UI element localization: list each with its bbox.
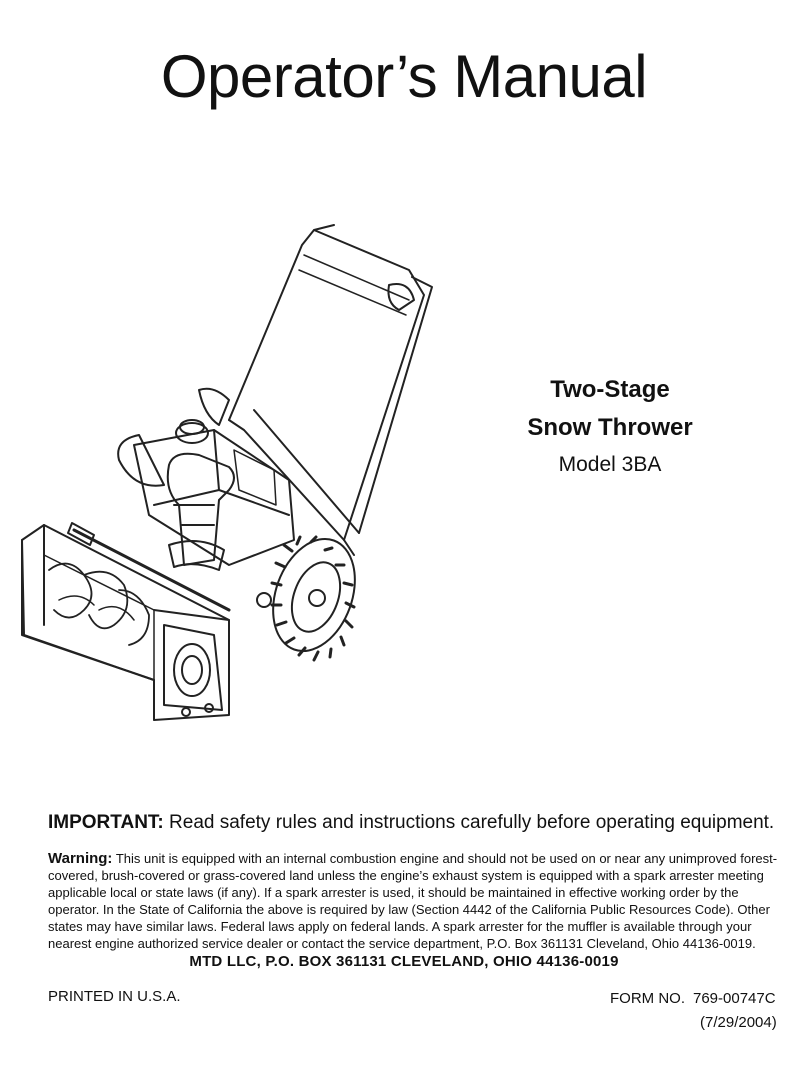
warning-notice [48,850,788,952]
form-number-value: 769-00747C [693,990,776,1007]
form-date: (7/29/2004) [700,1014,777,1031]
warning-text: This unit is equipped with an internal combustion engine and should not be used on or near any unimproved forest-covered, brush-covered or grass-covered land unless the engine’s exhaust system is equipped with a spark arrester meeting applicable local or state laws (if any). If a spark arrester is used, it should be maintained in effective working order by the operator. In the State of California the above is required by law (Section 4442 of the California Public Resources Code). Other states may have similar laws. Federal laws apply on federal lands. A spark arrester for the muffler is available through your nearest engine authorized service dealer or contact the service department, P.O. Box 361131 Cleveland, Ohio 44136-0019. [48,851,778,951]
warning-label: Warning: [48,850,113,867]
printed-in: PRINTED IN U.S.A. [48,988,181,1005]
snow-thrower-illustration [14,215,454,735]
handle-frame [229,225,432,540]
auger [49,564,149,645]
auger-housing [22,525,229,720]
important-notice [48,812,788,834]
product-block [480,372,740,482]
page-title: Operator’s Manual [160,43,648,110]
form-number [610,990,776,1007]
form-label: FORM NO. [610,990,685,1007]
model-number: Model 3BA [558,453,662,476]
control-lever [199,389,229,425]
important-text: Read safety rules and instructions carefully before operating equipment. [169,812,775,833]
important-label: IMPORTANT: [48,812,164,833]
company-address: MTD LLC, P.O. BOX 361131 CLEVELAND, OHIO 44136-0019 [189,953,619,970]
product-type-line2: Snow Thrower [527,414,693,441]
product-type-line1: Two-Stage [550,376,670,403]
